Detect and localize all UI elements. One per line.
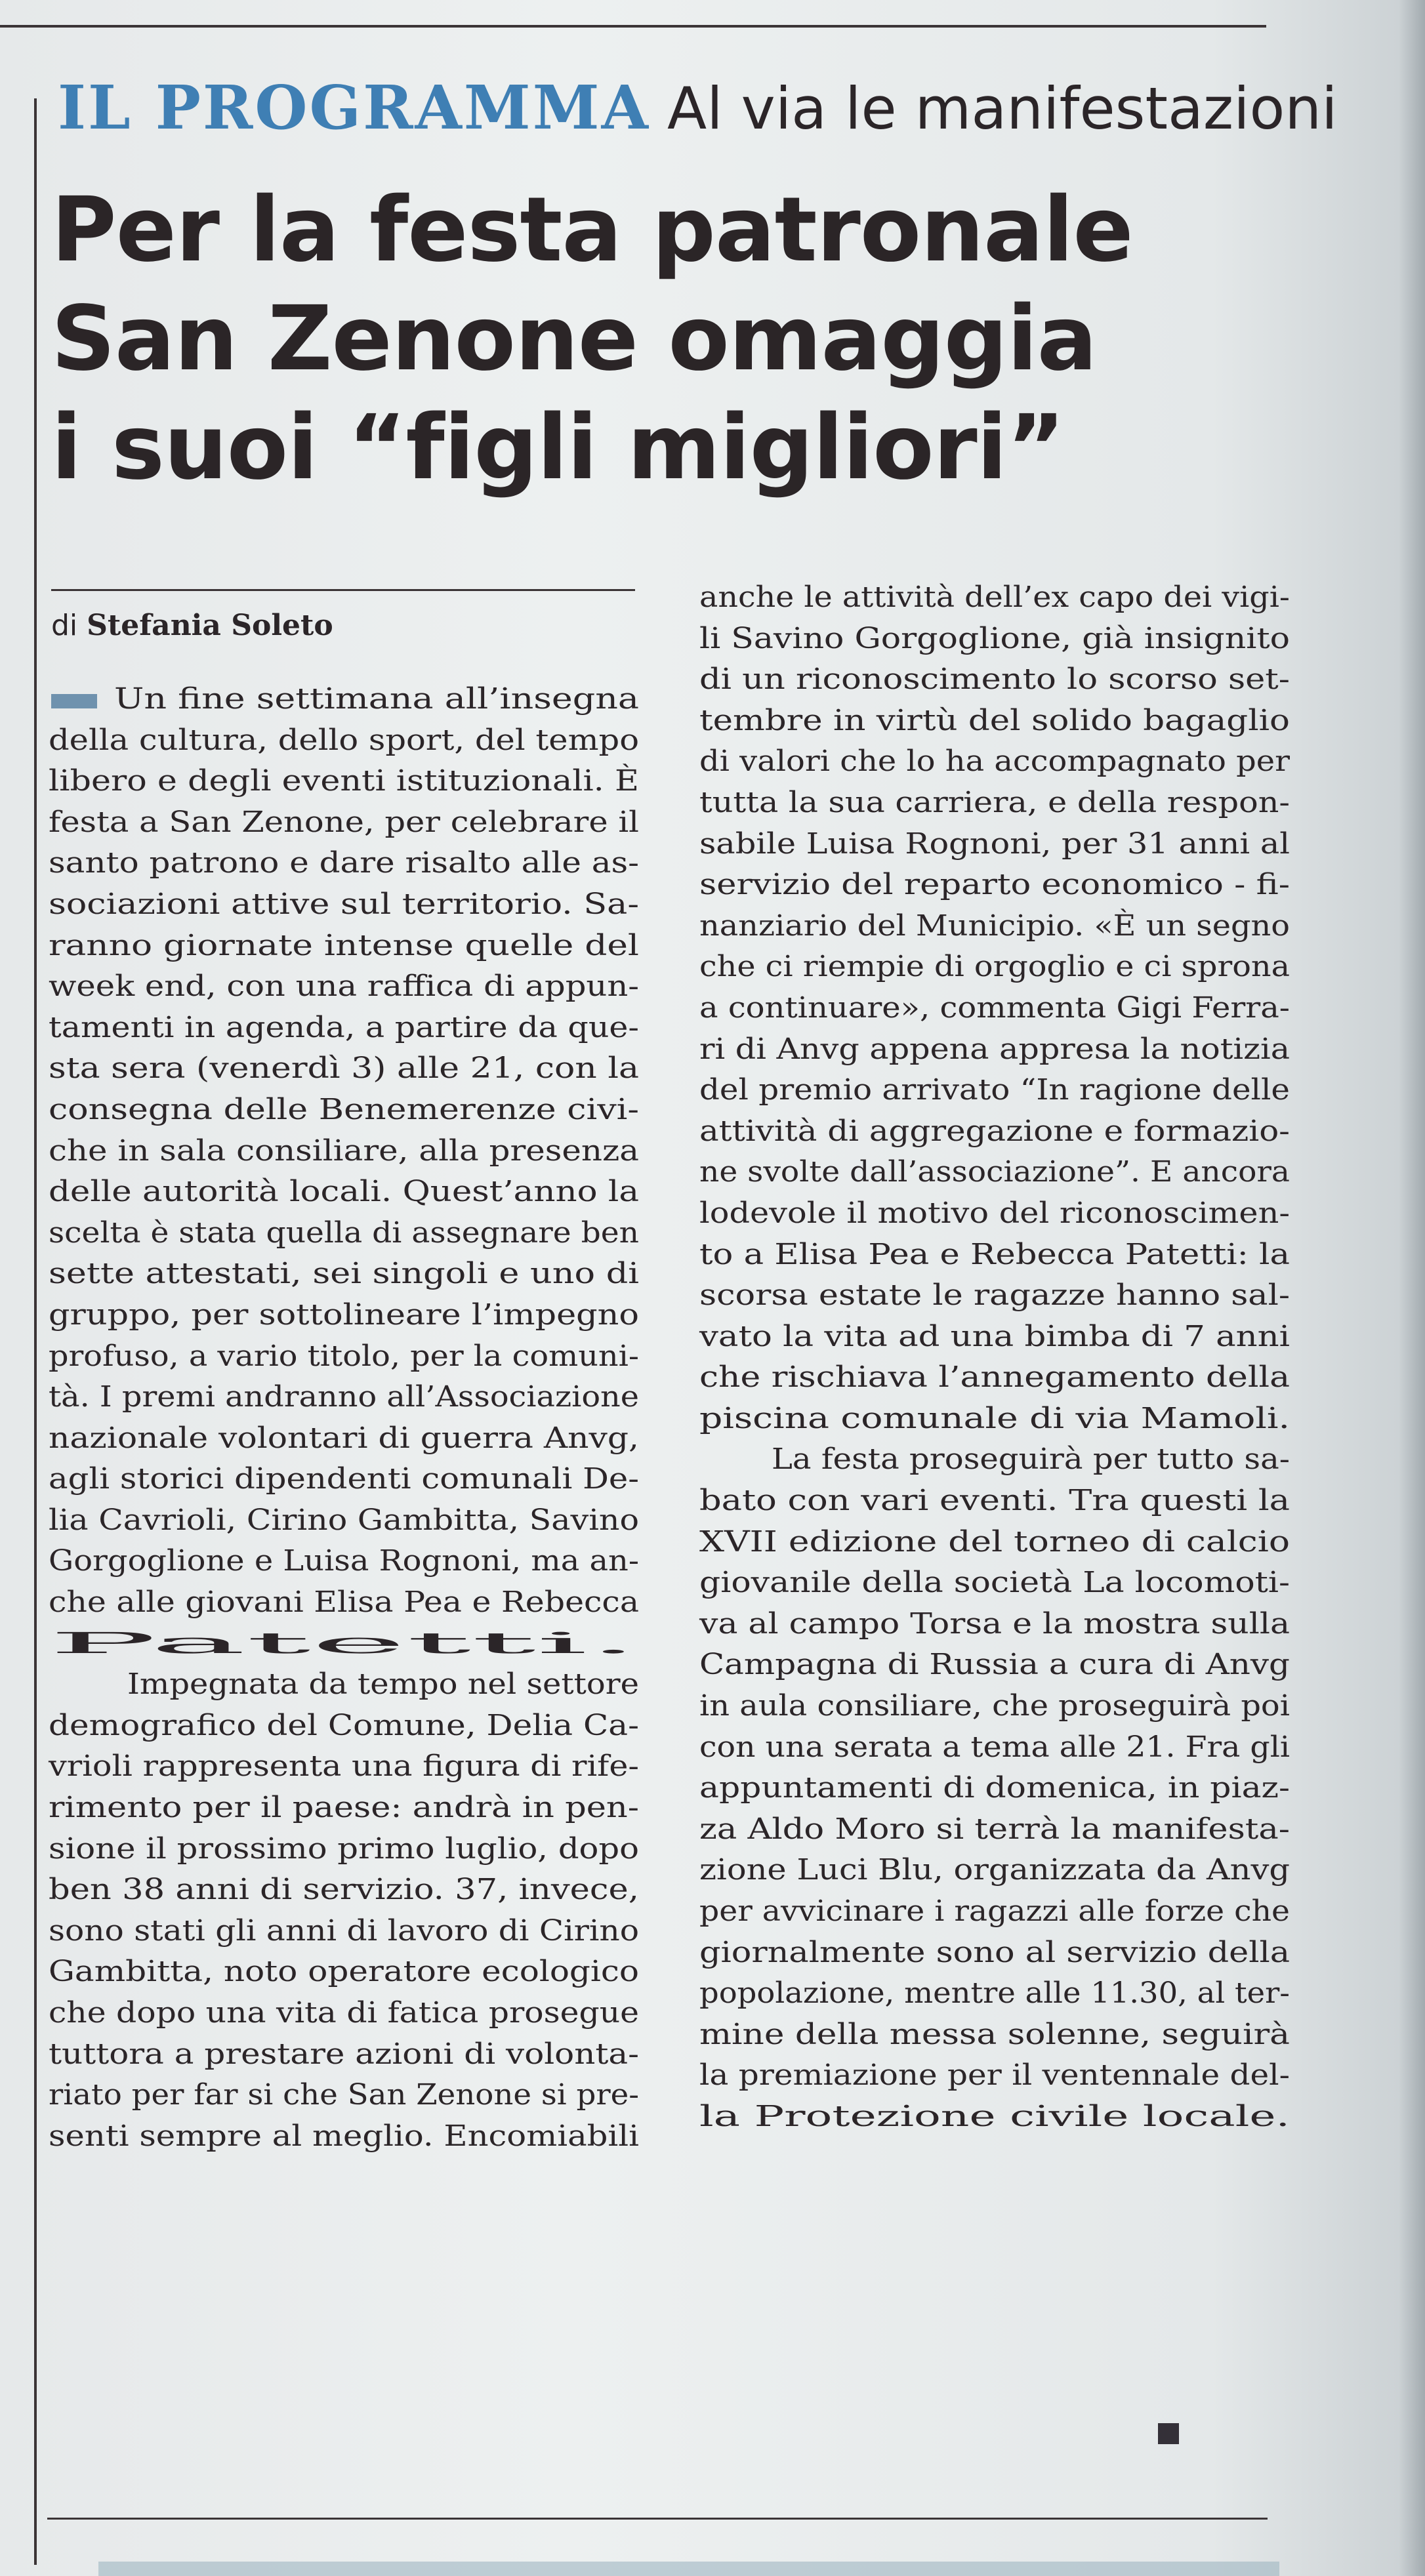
article-line: sette attestati, sei singoli e uno di [49,1257,639,1291]
article-line: del premio arrivato “In ragione delle [699,1073,1290,1107]
article-line: vato la vita ad una bimba di 7 anni [699,1319,1290,1353]
article-line: appuntamenti di domenica, in piaz- [699,1771,1290,1805]
article-line: che in sala consiliare, alla presenza [49,1134,639,1168]
article-line: to a Elisa Pea e Rebecca Patetti: la [699,1237,1290,1271]
article-line: tamenti in agenda, a partire da que- [49,1010,640,1044]
headline [51,176,1271,502]
article-line: lodevole il motivo del riconoscimen- [699,1196,1290,1230]
article-line: vrioli rappresenta una figura di rife- [49,1749,639,1784]
byline-author: Stefania Soleto [87,609,333,642]
kicker-subtitle: Al via le manifestazioni [667,75,1338,142]
headline-line: i suoi “figli migliori” [51,396,1065,500]
article-line: per avvicinare i ragazzi alle forze che [699,1894,1290,1928]
article-line: servizio del reparto economico - fi- [699,868,1290,902]
article-line: anche le attività dell’ex capo dei vigi- [699,581,1290,614]
article-line: di un riconoscimento lo scorso set- [699,663,1290,697]
article-line: week end, con una raffica di appun- [49,970,639,1004]
article-line: va al campo Torsa e la mostra sulla [699,1606,1290,1641]
article-column-right [699,577,1290,2138]
headline-line: Per la festa patronale [51,178,1133,282]
article-line: Campagna di Russia a cura di Anvg [699,1648,1290,1682]
article-line: giornalmente sono al servizio della [699,1935,1290,1969]
headline-line: San Zenone omaggia [51,287,1097,391]
article-line: ben 38 anni di servizio. 37, invece, [49,1873,640,1907]
article-line: attività di aggregazione e formazio- [699,1114,1290,1148]
byline-prefix: di [51,609,78,642]
article-line: Patetti. [49,1626,639,1660]
article-line: XVII edizione del torneo di calcio [699,1524,1290,1559]
article-line: festa a San Zenone, per celebrare il [49,805,639,839]
article-line: in aula consiliare, che proseguirà poi [699,1689,1290,1723]
article-line: giovanile della società La locomoti- [699,1566,1290,1600]
article-line: tuttora a prestare azioni di volonta- [49,2037,639,2071]
article-line: nazionale volontari di guerra Anvg, [49,1421,639,1455]
article-line: mine della messa solenne, seguirà [699,2017,1290,2051]
article-line: piscina comunale di via Mamoli. [699,1401,1290,1435]
article-line: Gambitta, noto operatore ecologico [49,1955,639,1989]
article-line: agli storici dipendenti comunali De- [49,1462,639,1496]
article-line: di valori che lo ha accompagnato per [699,745,1290,779]
byline-rule [51,589,635,591]
article-line: della cultura, dello sport, del tempo [49,723,639,757]
article-line: Un fine settimana all’insegna [114,682,639,716]
article-line: a continuare», commenta Gigi Ferra- [699,991,1290,1025]
bottom-rule [47,2518,1268,2520]
article-line: consegna delle Benemerenze civi- [49,1092,639,1126]
article-line: zione Luci Blu, organizzata da Anvg [699,1853,1290,1887]
article-line: tembre in virtù del solido bagaglio [699,703,1290,737]
article-line: ne svolte dall’associazione”. E ancora [699,1155,1290,1189]
article-line: riato per far si che San Zenone si pre- [49,2078,639,2112]
section-tag: IL PROGRAMMA [58,72,650,143]
article-line: ri di Anvg appena appresa la notizia [699,1032,1290,1066]
article-line: che alle giovani Elisa Pea e Rebecca [49,1585,640,1620]
article-line: con una serata a tema alle 21. Fra gli [699,1730,1290,1764]
kicker [58,72,1338,143]
article-line: scelta è stata quella di assegnare ben [49,1216,639,1250]
article-line: sabile Luisa Rognoni, per 31 anni al [699,827,1290,861]
article-line: che dopo una vita di fatica prosegue [49,1996,640,2030]
article-line: za Aldo Moro si terrà la manifesta- [699,1812,1290,1846]
article-line: delle autorità locali. Quest’anno la [49,1175,639,1209]
byline [51,609,333,642]
article-line: tutta la sua carriera, e della respon- [699,785,1290,819]
article-line: sono stati gli anni di lavoro di Cirino [49,1913,640,1948]
top-rule [0,25,1266,28]
article-line: sione il prossimo primo luglio, dopo [49,1831,640,1866]
article-line: ranno giornate intense quelle del [49,928,639,962]
article-line: nanziario del Municipio. «È un segno [699,909,1290,943]
article-line: popolazione, mentre alle 11.30, al ter- [699,1976,1290,2011]
article-line: demografico del Comune, Delia Ca- [49,1708,639,1742]
article-line: che rischiava l’annegamento della [699,1360,1290,1395]
article-line: Gorgoglione e Luisa Rognoni, ma an- [49,1544,639,1578]
article-line: libero e degli eventi istituzionali. È [49,764,639,798]
article-line: tà. I premi andranno all’Associazione [49,1380,640,1414]
page-edge-shadow [1399,0,1425,2576]
bottom-color-band [98,2562,1279,2576]
article-line: senti sempre al meglio. Encomiabili [49,2119,640,2153]
article-line: che ci riempie di orgoglio e ci sprona [699,950,1290,984]
end-of-article-marker [1158,2423,1179,2444]
article-line: profuso, a vario titolo, per la comuni- [49,1339,639,1373]
article-line: santo patrono e dare risalto alle as- [49,846,639,880]
article-line: sta sera (venerdì 3) alle 21, con la [49,1052,639,1086]
article-column-left [49,679,639,2157]
article-line: la Protezione civile locale. [699,2099,1290,2133]
left-column-rule [34,98,37,2565]
article-line: Impegnata da tempo nel settore [127,1667,640,1702]
article-line: la premiazione per il ventennale del- [699,2058,1290,2093]
article-line: La festa proseguirà per tutto sa- [772,1442,1290,1477]
article-line: li Savino Gorgoglione, già insignito [699,621,1290,655]
article-line: scorsa estate le ragazze hanno sal- [699,1278,1290,1313]
article-line: gruppo, per sottolineare l’impegno [49,1298,639,1332]
article-line: bato con vari eventi. Tra questi la [699,1484,1290,1518]
article-line: lia Cavrioli, Cirino Gambitta, Savino [49,1503,639,1537]
article-line: sociazioni attive sul territorio. Sa- [49,887,639,921]
article-line: rimento per il paese: andrà in pen- [49,1791,639,1825]
